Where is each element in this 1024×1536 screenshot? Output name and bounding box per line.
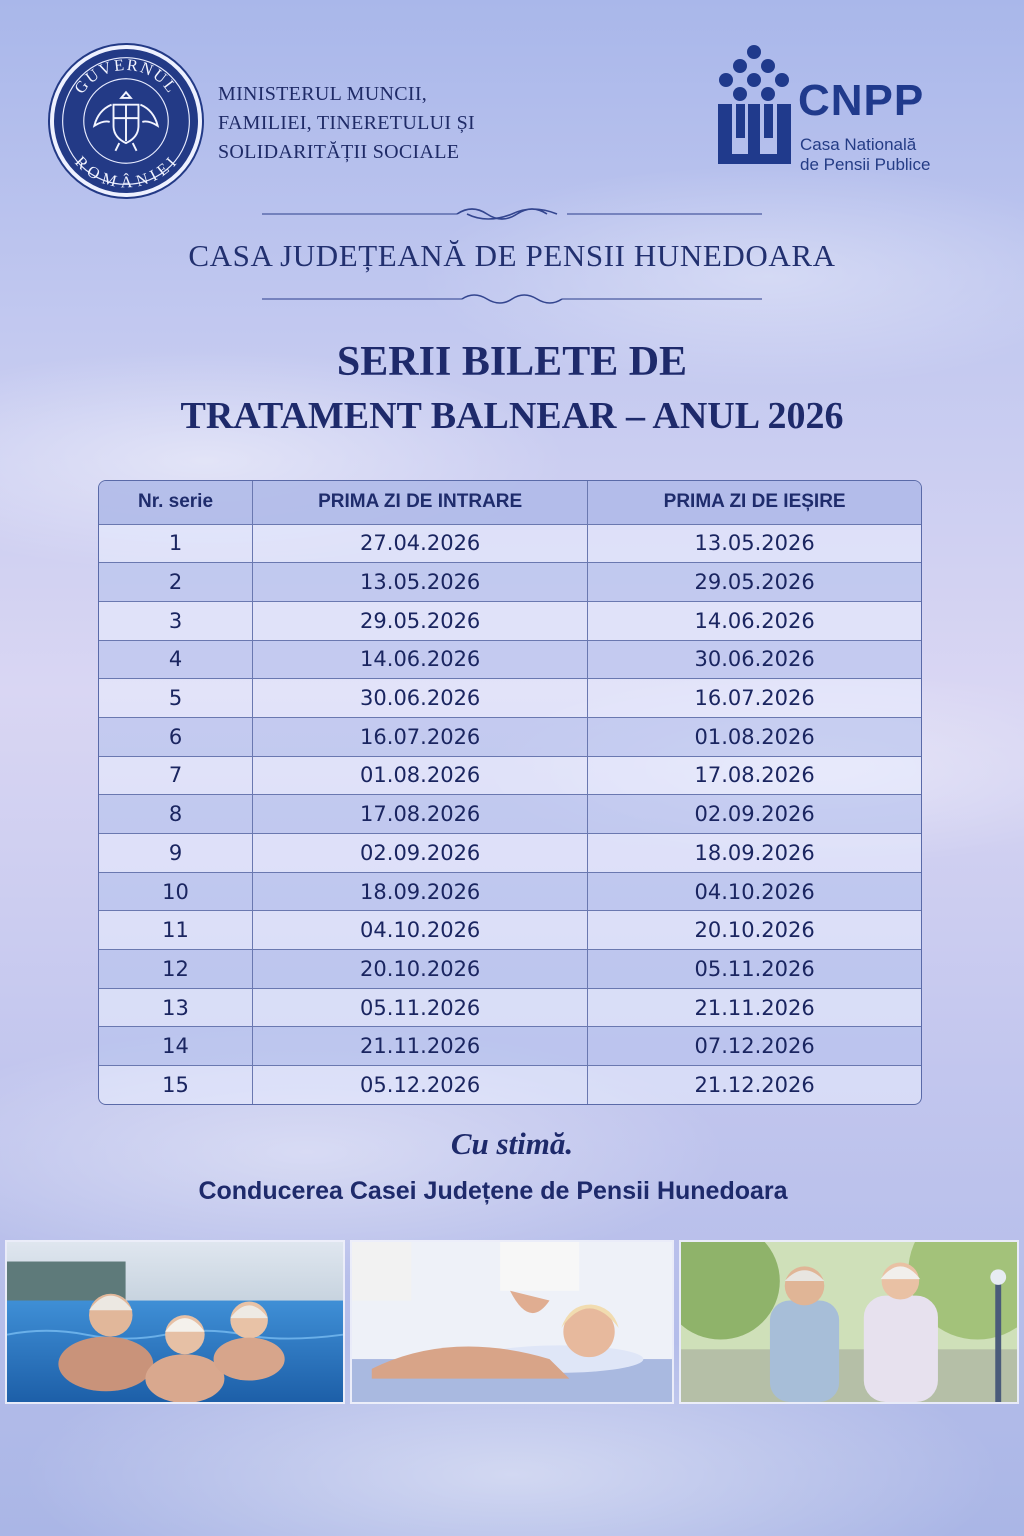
exit-date-cell: 17.08.2026 [588,756,921,795]
table-row [99,795,921,834]
main-title-line2: TRATAMENT BALNEAR – ANUL 2026 [180,395,844,437]
table-row [99,756,921,795]
ornament-divider-icon [262,288,762,310]
column-header: PRIMA ZI DE INTRARE [253,481,588,524]
column-header: Nr. serie [99,481,253,524]
exit-date-cell: 05.11.2026 [588,950,921,989]
table-row [99,717,921,756]
entry-date-cell: 16.07.2026 [253,717,588,756]
svg-text:ROMÂNIEI: ROMÂNIEI [71,152,182,192]
column-header: PRIMA ZI DE IEȘIRE [588,481,921,524]
series-number-cell: 7 [99,756,253,795]
ministry-line: FAMILIEI, TINERETULUI ȘI [218,112,475,134]
series-number-cell: 9 [99,834,253,873]
cnpp-logo-icon [712,42,797,170]
table-row [99,524,921,563]
entry-date-cell: 05.11.2026 [253,988,588,1027]
table-row [99,834,921,873]
exit-date-cell: 30.06.2026 [588,640,921,679]
table-body [99,524,921,1104]
series-number-cell: 5 [99,679,253,718]
series-number-cell: 11 [99,911,253,950]
cnpp-abbreviation: CNPP [798,76,925,125]
ministry-name [218,80,538,167]
photo-pool-seniors [5,1240,345,1404]
entry-date-cell: 30.06.2026 [253,679,588,718]
exit-date-cell: 29.05.2026 [588,563,921,602]
table-row [99,1066,921,1105]
exit-date-cell: 16.07.2026 [588,679,921,718]
series-number-cell: 1 [99,524,253,563]
table-row [99,640,921,679]
table-row [99,950,921,989]
table-row [99,1027,921,1066]
exit-date-cell: 02.09.2026 [588,795,921,834]
entry-date-cell: 20.10.2026 [253,950,588,989]
series-number-cell: 6 [99,717,253,756]
ornament-divider-icon [262,203,762,225]
exit-date-cell: 07.12.2026 [588,1027,921,1066]
series-number-cell: 3 [99,601,253,640]
county-title: CASA JUDEȚEANĂ DE PENSII HUNEDOARA [188,238,836,273]
series-table [98,480,922,1105]
series-number-cell: 13 [99,988,253,1027]
entry-date-cell: 02.09.2026 [253,834,588,873]
entry-date-cell: 04.10.2026 [253,911,588,950]
exit-date-cell: 21.11.2026 [588,988,921,1027]
entry-date-cell: 18.09.2026 [253,872,588,911]
table-header-row [99,481,921,524]
series-number-cell: 12 [99,950,253,989]
series-number-cell: 4 [99,640,253,679]
entry-date-cell: 01.08.2026 [253,756,588,795]
series-number-cell: 15 [99,1066,253,1105]
entry-date-cell: 27.04.2026 [253,524,588,563]
table-row [99,988,921,1027]
entry-date-cell: 13.05.2026 [253,563,588,602]
entry-date-cell: 17.08.2026 [253,795,588,834]
entry-date-cell: 29.05.2026 [253,601,588,640]
series-number-cell: 14 [99,1027,253,1066]
photo-massage [350,1240,674,1404]
cnpp-full-name [800,135,930,175]
table-row [99,601,921,640]
table-row [99,563,921,602]
photo-walking-couple [679,1240,1019,1404]
exit-date-cell: 18.09.2026 [588,834,921,873]
exit-date-cell: 14.06.2026 [588,601,921,640]
exit-date-cell: 04.10.2026 [588,872,921,911]
exit-date-cell: 01.08.2026 [588,717,921,756]
entry-date-cell: 21.11.2026 [253,1027,588,1066]
table-row [99,872,921,911]
table-row [99,679,921,718]
main-title-line1: SERII BILETE DE [336,339,688,385]
ministry-line: SOLIDARITĂȚII SOCIALE [218,141,460,163]
svg-text:GUVERNUL: GUVERNUL [70,54,182,98]
cnpp-name-line: de Pensii Publice [800,155,931,174]
closing-text: Cu stimă. [450,1126,574,1161]
exit-date-cell: 21.12.2026 [588,1066,921,1105]
series-number-cell: 8 [99,795,253,834]
cnpp-name-line: Casa Natională [800,135,917,154]
ministry-line: MINISTERUL MUNCII, [218,83,428,105]
series-number-cell: 10 [99,872,253,911]
exit-date-cell: 20.10.2026 [588,911,921,950]
entry-date-cell: 14.06.2026 [253,640,588,679]
entry-date-cell: 05.12.2026 [253,1066,588,1105]
table-row [99,911,921,950]
series-number-cell: 2 [99,563,253,602]
exit-date-cell: 13.05.2026 [588,524,921,563]
signature-text: Conducerea Casei Județene de Pensii Hunedoara [198,1177,788,1205]
government-seal-logo [50,45,202,197]
